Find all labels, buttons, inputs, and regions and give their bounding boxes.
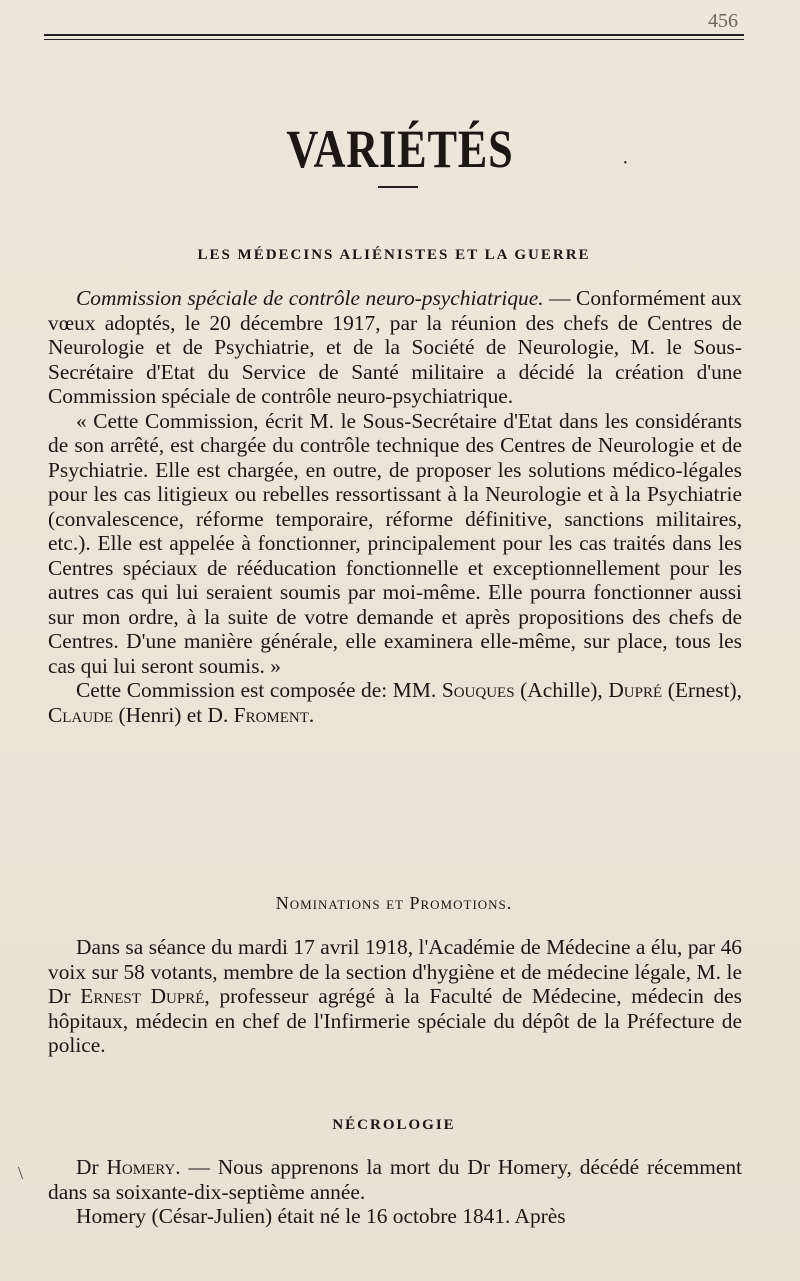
member-souques: Souques	[441, 678, 515, 702]
nomination-text-after: , professeur agrégé à la Faculté de Médecine, médecin des hôpitaux, médecin en chef de l'Infirmerie spéciale du dépôt de la Préfecture de police.	[48, 984, 742, 1057]
section-heading-nominations: Nominations et Promotions.	[275, 893, 513, 913]
member-claude: Claude	[48, 702, 114, 727]
member-dupre: Dupré	[608, 678, 663, 702]
member-claude-rest: (Henri) et D.	[113, 702, 234, 727]
homery-name: Homery	[106, 1155, 176, 1179]
composition-intro: Cette Commission est composée de: MM.	[76, 678, 442, 702]
commission-lead-text: — Conformément aux vœux adoptés, le 20 décembre 1917, par la réunion des chefs de Centres de Neurologie et de Psychiatrie, et de la Société de Neurologie, M. le Sous-Secrétaire d'Etat du Service de Santé militaire a décidé la création d'une Commission spéciale de contrôle neuro-psychiatrique.	[48, 286, 742, 408]
section-heading-alienistes: LES MÉDECINS ALIÉNISTES ET LA GUERRE	[197, 247, 591, 263]
member-dupre-rest: (Ernest),	[662, 678, 742, 702]
title-ornament	[378, 186, 418, 188]
member-froment: Froment	[233, 702, 309, 727]
nominee-name: Ernest Dupré	[80, 984, 205, 1008]
paragraph-commission	[48, 286, 742, 409]
top-rule	[44, 34, 744, 36]
homery-text: . — Nous apprenons la mort du Dr Homery, décédé récemment dans sa soixante-dix-septième année.	[48, 1155, 743, 1204]
page-title: VARIÉTÉS	[286, 119, 514, 179]
section-body-necrologie	[48, 1155, 742, 1229]
section-body-alienistes	[48, 286, 742, 727]
paragraph-quote: « Cette Commission, écrit M. le Sous-Secrétaire d'Etat dans les considérants de son arrêté, est chargée du contrôle technique des Centres de Neurologie et de Psychiatrie. Elle est chargée, en outre, de proposer les solutions médico-légales pour les cas litigieux ou rebelles ressortissant à la Neurologie et à la Psychiatrie (convalescence, réforme temporaire, réforme définitive, sanctions militaires, etc.). Elle est appelée à fonctionner, principalement pour les cas traités dans les Centres spéciaux de rééducation fonctionnelle et exceptionnellement pour les autres cas qui lui seraient soumis par moi-même. Elle pourra fonctionner aussi sur mon ordre, à la suite de votre demande et après propositions des chefs de Centres. D'une manière générale, elle examinera elle-même, sur place, tous les cas qui lui seront soumis. »	[48, 408, 742, 678]
title-dot: ·	[622, 152, 629, 174]
top-rule-thin	[44, 39, 744, 40]
homery-title: Dr	[76, 1155, 107, 1179]
page-number: 456	[708, 10, 738, 32]
paragraph-homery-bio: Homery (César-Julien) était né le 16 octobre 1841. Après	[76, 1204, 566, 1228]
nomination-text: Dans sa séance du mardi 17 avril 1918, l'Académie de Médecine a élu, par 46 voix sur 58 votants, membre de la section d'hygiène et de médecine légale, M. le Dr	[48, 935, 742, 1008]
member-souques-rest: (Achille),	[514, 678, 609, 702]
margin-mark: \	[18, 1163, 24, 1183]
section-body-nominations	[48, 935, 742, 1058]
member-froment-rest: .	[308, 702, 315, 727]
paragraph-nomination	[48, 935, 742, 1058]
commission-lead-italic: Commission spéciale de contrôle neuro-psychiatrique.	[76, 286, 544, 310]
paragraph-composition	[48, 678, 742, 727]
section-heading-necrologie: NÉCROLOGIE	[332, 1117, 456, 1133]
paragraph-homery	[48, 1155, 742, 1204]
